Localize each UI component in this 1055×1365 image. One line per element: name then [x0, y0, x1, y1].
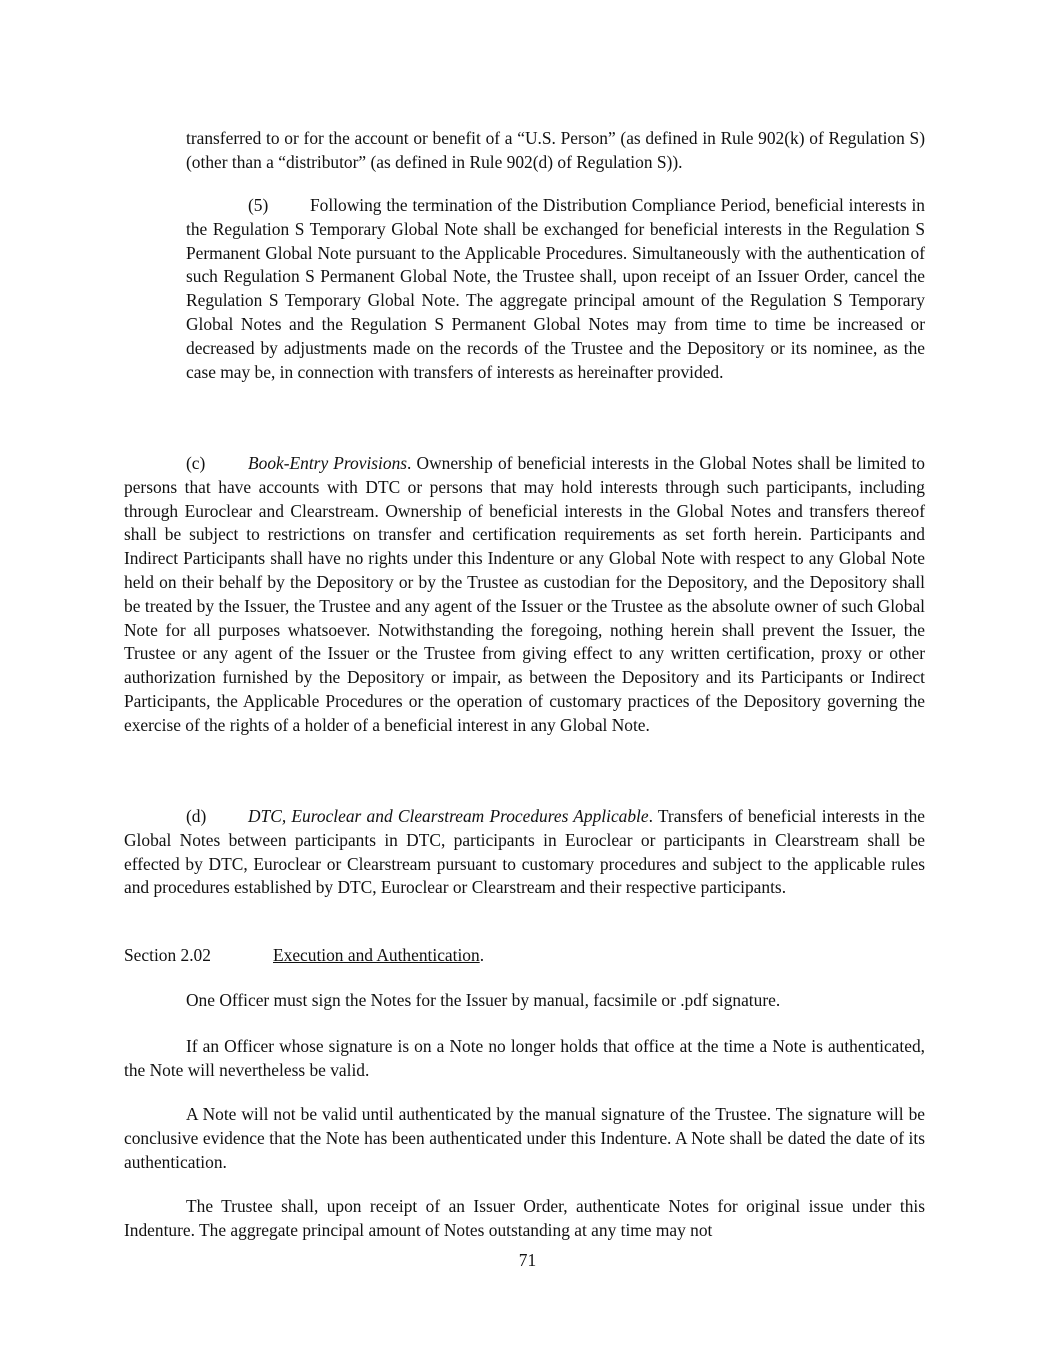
- section-title-suffix: .: [479, 945, 485, 965]
- paragraph-d-label: (d): [186, 806, 207, 826]
- paragraph-d: [124, 805, 925, 900]
- paragraph-officer-sign: One Officer must sign the Notes for the Issuer by manual, facsimile or .pdf signature.: [186, 990, 781, 1010]
- section-heading: [124, 944, 484, 968]
- paragraph-validity: A Note will not be valid until authenticated by the manual signature of the Trustee. The signature will be conclusive evidence that the Note has been authenticated under this Indenture. A Note shall be dated the date of its authentication.: [124, 1104, 925, 1172]
- paragraph-d-heading: DTC, Euroclear and Clearstream Procedures Applicable: [248, 806, 649, 826]
- paragraph-trustee-order: The Trustee shall, upon receipt of an Issuer Order, authenticate Notes for original issue under this Indenture. The aggregate principal amount of Notes outstanding at any time may not: [124, 1196, 925, 1240]
- paragraph-d-text: . Transfers of beneficial interests in the Global Notes between participants in DTC, participants in Euroclear or participants in Clearstream shall be effected by DTC, Euroclear or Clearstream pursuant to customary procedures and subject to the applicable rules and procedures established by DTC, Euroclear or Clearstream and their respective participants.: [124, 806, 925, 898]
- paragraph-5: [186, 194, 925, 384]
- paragraph-c-text: . Ownership of beneficial interests in the Global Notes shall be limited to persons that have accounts with DTC or persons that may hold interests through such participants, including through Euroclear and Clearstream. Ownership of beneficial interests in the Global Notes and transfers thereof shall be subject to restrictions on transfer and certification requirements as set forth herein. Participants and Indirect Participants shall have no rights under this Indenture or any Global Note with respect to any Global Note held on their behalf by the Depository or by the Trustee as custodian for the Depository, and the Depository shall be treated by the Issuer, the Trustee and any agent of the Issuer or the Trustee as the absolute owner of such Global Note for all purposes whatsoever. Notwithstanding the foregoing, nothing herein shall prevent the Issuer, the Trustee or any agent of the Issuer or the Trustee from giving effect to any written certification, proxy or other authorization furnished by the Depository or impair, as between the Depository and its Participants or Indirect Participants, the Applicable Procedures or the operation of customary practices of the Depository governing the exercise of the rights of a holder of a beneficial interest in any Global Note.: [124, 453, 925, 735]
- continuation-paragraph: transferred to or for the account or benefit of a “U.S. Person” (as defined in Rule 902(k) of Regulation S) (other than a “distributor” (as defined in Rule 902(d) of Regulation S)).: [186, 128, 925, 172]
- paragraph-c-label: (c): [186, 453, 206, 473]
- section-title: Execution and Authentication: [273, 945, 480, 965]
- paragraph-5-label: (5): [248, 195, 269, 215]
- paragraph-c-heading: Book-Entry Provisions: [248, 453, 408, 473]
- section-number: Section 2.02: [124, 945, 211, 965]
- paragraph-5-text: Following the termination of the Distribution Compliance Period, beneficial interests in the Regulation S Temporary Global Note shall be exchanged for beneficial interests in the Regulation S Permanent Global Note pursuant to the Applicable Procedures. Simultaneously with the authentication of such Regulation S Permanent Global Note, the Trustee shall, upon receipt of an Issuer Order, cancel the Regulation S Temporary Global Note. The aggregate principal amount of the Regulation S Temporary Global Notes and the Regulation S Permanent Global Notes may from time to time be increased or decreased by adjustments made on the records of the Trustee and the Depository or its nominee, as the case may be, in connection with transfers of interests as hereinafter provided.: [186, 195, 925, 382]
- page-number: 71: [518, 1250, 537, 1270]
- paragraph-c: [124, 452, 925, 738]
- paragraph-officer-office: If an Officer whose signature is on a Note no longer holds that office at the time a Note is authenticated, the Note will nevertheless be valid.: [124, 1036, 925, 1080]
